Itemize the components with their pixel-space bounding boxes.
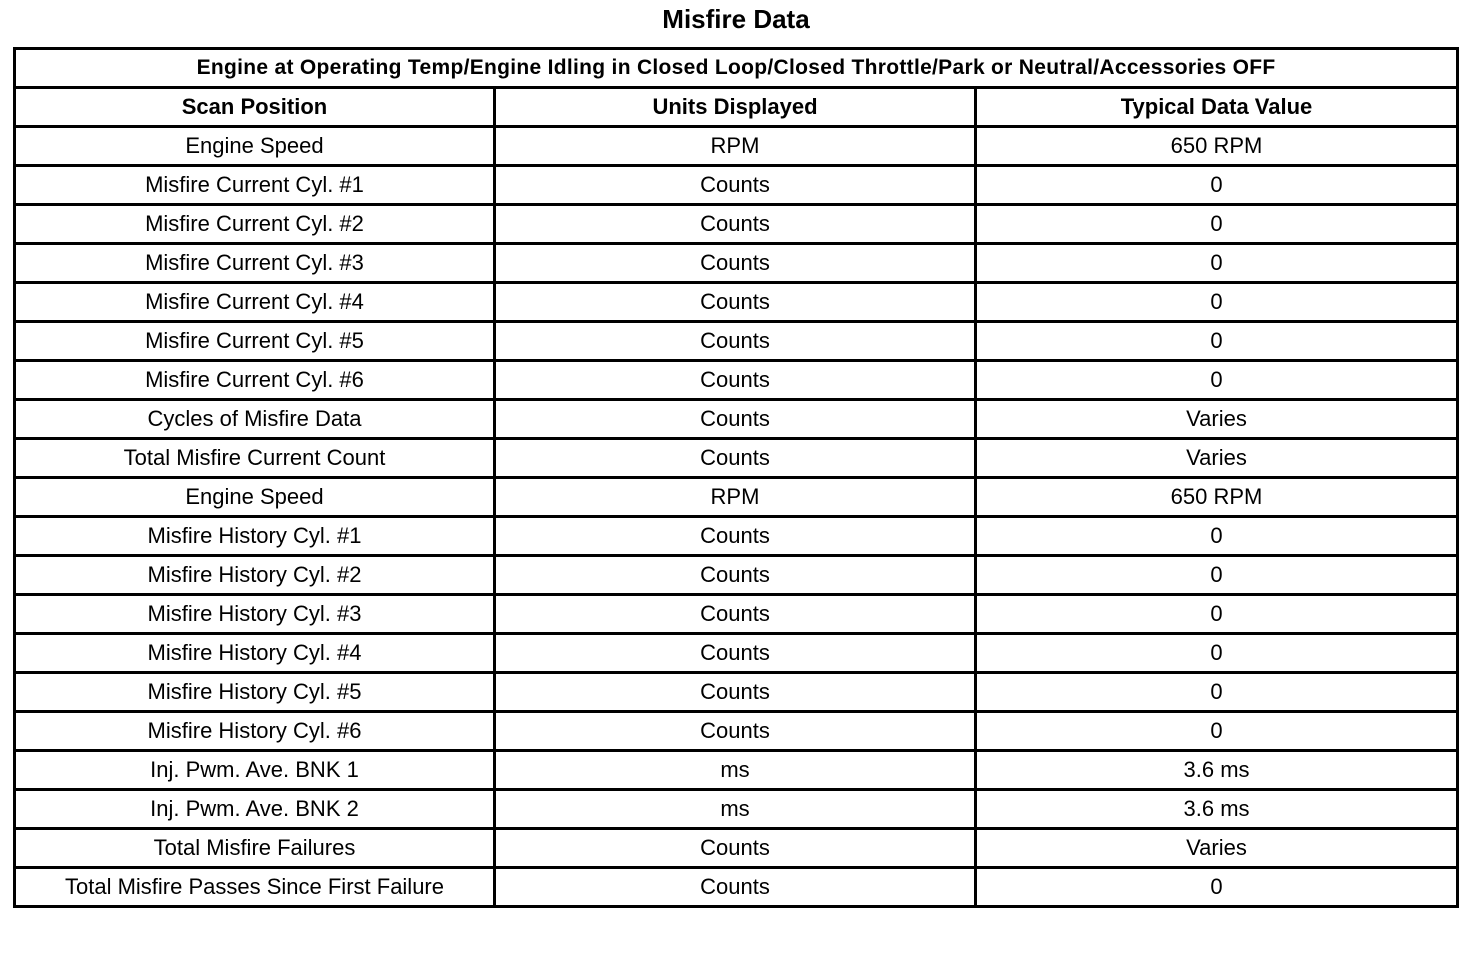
scan-position-cell: Misfire Current Cyl. #1 bbox=[15, 166, 495, 205]
units-cell: Counts bbox=[495, 868, 976, 907]
table-row bbox=[15, 205, 1458, 244]
table-row bbox=[15, 829, 1458, 868]
typical-value-cell: 3.6 ms bbox=[976, 751, 1458, 790]
units-cell: Counts bbox=[495, 829, 976, 868]
typical-value-cell: Varies bbox=[976, 400, 1458, 439]
units-cell: Counts bbox=[495, 166, 976, 205]
typical-value-cell: 0 bbox=[976, 673, 1458, 712]
units-cell: Counts bbox=[495, 322, 976, 361]
typical-value-cell: 0 bbox=[976, 244, 1458, 283]
typical-value-cell: 0 bbox=[976, 712, 1458, 751]
table-row bbox=[15, 868, 1458, 907]
units-cell: Counts bbox=[495, 244, 976, 283]
table-row bbox=[15, 634, 1458, 673]
scan-position-cell: Misfire Current Cyl. #4 bbox=[15, 283, 495, 322]
scan-position-cell: Misfire History Cyl. #3 bbox=[15, 595, 495, 634]
typical-value-cell: 0 bbox=[976, 205, 1458, 244]
typical-value-cell: 0 bbox=[976, 595, 1458, 634]
table-row bbox=[15, 166, 1458, 205]
units-cell: Counts bbox=[495, 205, 976, 244]
table-row bbox=[15, 478, 1458, 517]
units-cell: ms bbox=[495, 751, 976, 790]
table-row bbox=[15, 595, 1458, 634]
table-row bbox=[15, 439, 1458, 478]
typical-value-cell: 0 bbox=[976, 634, 1458, 673]
typical-value-cell: 0 bbox=[976, 556, 1458, 595]
conditions-row bbox=[15, 49, 1458, 88]
units-cell: RPM bbox=[495, 478, 976, 517]
table-row bbox=[15, 361, 1458, 400]
units-cell: Counts bbox=[495, 556, 976, 595]
scan-position-cell: Inj. Pwm. Ave. BNK 2 bbox=[15, 790, 495, 829]
typical-value-cell: 0 bbox=[976, 361, 1458, 400]
scan-position-cell: Total Misfire Failures bbox=[15, 829, 495, 868]
units-cell: Counts bbox=[495, 361, 976, 400]
column-header-row bbox=[15, 88, 1458, 127]
page-title: Misfire Data bbox=[662, 4, 810, 34]
table-body bbox=[15, 127, 1458, 907]
scan-position-cell: Misfire History Cyl. #1 bbox=[15, 517, 495, 556]
scan-position-cell: Cycles of Misfire Data bbox=[15, 400, 495, 439]
typical-value-cell: 0 bbox=[976, 868, 1458, 907]
scan-position-cell: Misfire History Cyl. #4 bbox=[15, 634, 495, 673]
scan-position-cell: Misfire Current Cyl. #6 bbox=[15, 361, 495, 400]
typical-value-cell: 0 bbox=[976, 322, 1458, 361]
typical-value-cell: 650 RPM bbox=[976, 127, 1458, 166]
units-cell: Counts bbox=[495, 712, 976, 751]
scan-position-cell: Inj. Pwm. Ave. BNK 1 bbox=[15, 751, 495, 790]
typical-value-cell: 650 RPM bbox=[976, 478, 1458, 517]
table-row bbox=[15, 322, 1458, 361]
table-row bbox=[15, 712, 1458, 751]
column-header-units-displayed: Units Displayed bbox=[495, 88, 976, 127]
table-row bbox=[15, 283, 1458, 322]
scan-position-cell: Misfire History Cyl. #5 bbox=[15, 673, 495, 712]
scan-position-cell: Misfire Current Cyl. #5 bbox=[15, 322, 495, 361]
units-cell: Counts bbox=[495, 595, 976, 634]
conditions-header: Engine at Operating Temp/Engine Idling in Closed Loop/Closed Throttle/Park or Neutral/Accessories OFF bbox=[15, 49, 1458, 88]
scan-position-cell: Engine Speed bbox=[15, 478, 495, 517]
table-row bbox=[15, 673, 1458, 712]
column-header-scan-position: Scan Position bbox=[15, 88, 495, 127]
table-row bbox=[15, 751, 1458, 790]
units-cell: RPM bbox=[495, 127, 976, 166]
typical-value-cell: Varies bbox=[976, 829, 1458, 868]
table-row bbox=[15, 517, 1458, 556]
table-row bbox=[15, 400, 1458, 439]
table-row bbox=[15, 127, 1458, 166]
table-row bbox=[15, 556, 1458, 595]
units-cell: Counts bbox=[495, 439, 976, 478]
column-header-typical-data-value: Typical Data Value bbox=[976, 88, 1458, 127]
units-cell: ms bbox=[495, 790, 976, 829]
scan-position-cell: Misfire History Cyl. #2 bbox=[15, 556, 495, 595]
scan-position-cell: Misfire Current Cyl. #3 bbox=[15, 244, 495, 283]
units-cell: Counts bbox=[495, 283, 976, 322]
scan-position-cell: Engine Speed bbox=[15, 127, 495, 166]
typical-value-cell: 0 bbox=[976, 517, 1458, 556]
table-row bbox=[15, 790, 1458, 829]
typical-value-cell: 0 bbox=[976, 166, 1458, 205]
typical-value-cell: Varies bbox=[976, 439, 1458, 478]
typical-value-cell: 3.6 ms bbox=[976, 790, 1458, 829]
typical-value-cell: 0 bbox=[976, 283, 1458, 322]
units-cell: Counts bbox=[495, 517, 976, 556]
misfire-data-table bbox=[13, 47, 1459, 908]
scan-position-cell: Misfire Current Cyl. #2 bbox=[15, 205, 495, 244]
units-cell: Counts bbox=[495, 673, 976, 712]
scan-position-cell: Total Misfire Current Count bbox=[15, 439, 495, 478]
units-cell: Counts bbox=[495, 634, 976, 673]
scan-position-cell: Misfire History Cyl. #6 bbox=[15, 712, 495, 751]
scan-position-cell: Total Misfire Passes Since First Failure bbox=[15, 868, 495, 907]
table-row bbox=[15, 244, 1458, 283]
units-cell: Counts bbox=[495, 400, 976, 439]
